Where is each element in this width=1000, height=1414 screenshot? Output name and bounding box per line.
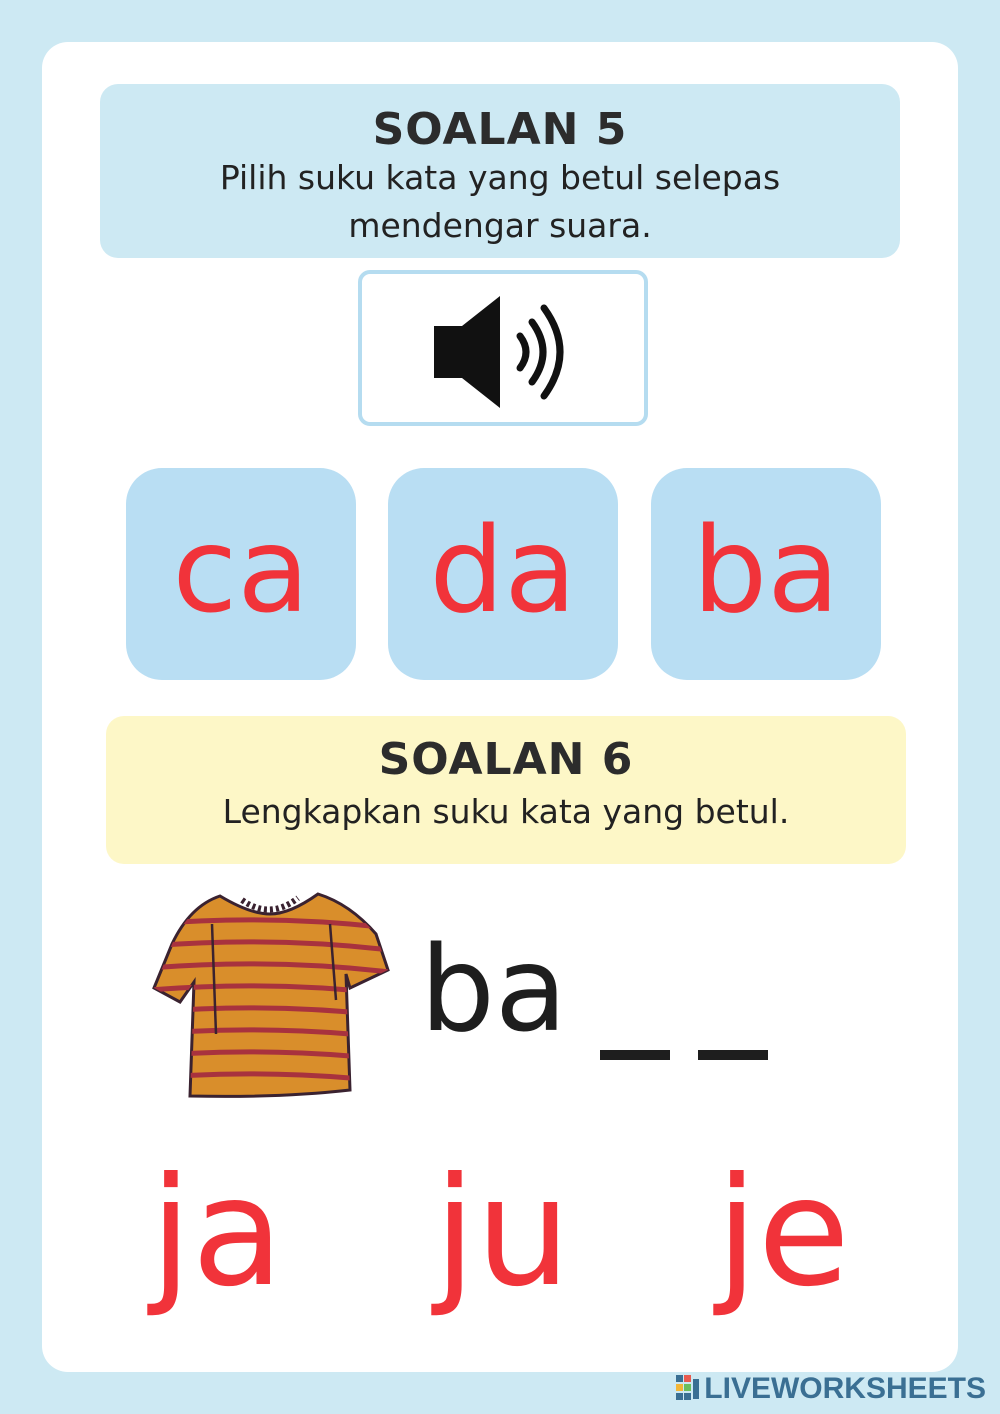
question-5-instruction: Pilih suku kata yang betul selepas mendengar suara.: [219, 158, 781, 245]
blank-slot-1[interactable]: [600, 1050, 670, 1060]
question-6-header: [106, 716, 906, 864]
question-6-title: SOALAN 6: [378, 734, 634, 785]
play-audio-button[interactable]: [358, 270, 648, 426]
question-5-header: [100, 84, 900, 258]
q5-option-2-label: da: [429, 501, 577, 639]
q5-option-1-label: ca: [172, 501, 310, 639]
footer-brand-text: LIVEWORKSHEETS: [704, 1372, 986, 1405]
q5-option-3[interactable]: [651, 468, 881, 680]
speaker-sound-icon: [428, 292, 588, 412]
q6-option-1[interactable]: ja: [150, 1146, 284, 1320]
incomplete-word: ba: [420, 920, 568, 1058]
q5-option-1[interactable]: [126, 468, 356, 680]
question-6-instruction: Lengkapkan suku kata yang betul.: [222, 792, 790, 831]
question-5-title: SOALAN 5: [372, 104, 628, 155]
blank-slot-2[interactable]: [698, 1050, 768, 1060]
striped-shirt-icon: [150, 884, 390, 1104]
liveworksheets-logo-icon: [676, 1375, 700, 1403]
q6-option-2[interactable]: ju: [434, 1146, 571, 1320]
footer-branding: [676, 1372, 986, 1406]
q5-option-3-label: ba: [692, 501, 840, 639]
q6-option-3[interactable]: je: [716, 1146, 850, 1320]
q5-option-2[interactable]: [388, 468, 618, 680]
